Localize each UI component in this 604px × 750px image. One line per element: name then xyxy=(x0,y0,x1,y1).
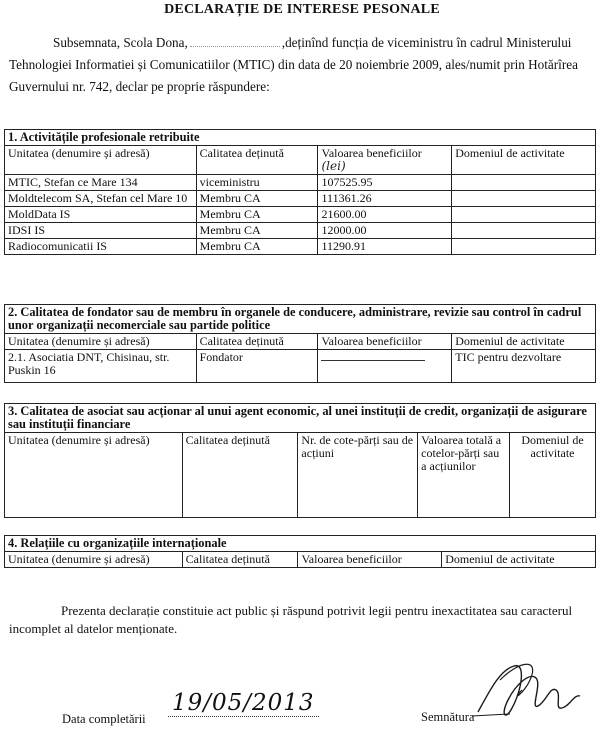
cell-domain xyxy=(452,191,596,207)
header-domain: Domeniul de activitate xyxy=(452,146,596,175)
cell-domain xyxy=(452,223,596,239)
header-unit: Unitatea (denumire și adresă) xyxy=(5,334,197,350)
intro-rest: ,deținînd funcția de viceministru în cadrul Ministerului Tehnologiei Informatiei și Comunicatiilor (MTIC) din data de 20 noiembrie 2009, ales/numit prin Hotărîrea Guvernului nr. 742, declar pe proprie răspundere: xyxy=(9,35,578,94)
cell-domain: TIC pentru dezvoltare xyxy=(452,350,596,383)
closing-statement: Prezenta declarație constituie act public și răspund potrivit legii pentru inexactitatea sau caracterul incomplet al datelor menționate. xyxy=(9,603,573,636)
section2-header-row xyxy=(5,334,596,350)
date-label: Data completării xyxy=(62,712,146,726)
value-blank-line xyxy=(321,351,425,361)
header-role: Calitatea deținută xyxy=(182,433,298,518)
intro-paragraph xyxy=(9,32,594,98)
section4-title: 4. Relațiile cu organizațiile internaționale xyxy=(5,536,596,552)
section1-title: 1. Activitățile profesionale retribuite xyxy=(5,130,596,146)
cell-role: Membru CA xyxy=(196,223,318,239)
currency-note: (lei) xyxy=(321,159,346,173)
section4-table xyxy=(4,535,596,568)
document-title: DECLARAȚIE DE INTERESE PESONALE xyxy=(164,2,440,17)
cell-value: 12000.00 xyxy=(318,223,452,239)
table-row xyxy=(5,191,596,207)
header-domain: Domeniul de activitate xyxy=(510,433,596,518)
cell-role: Membru CA xyxy=(196,239,318,255)
header-shares: Nr. de cote-părți sau de acțiuni xyxy=(298,433,418,518)
cell-value xyxy=(318,350,452,383)
header-domain: Domeniul de activitate xyxy=(452,334,596,350)
cell-role: Fondator xyxy=(196,350,318,383)
header-unit: Unitatea (denumire și adresă) xyxy=(5,433,183,518)
header-total: Valoarea totală a cotelor-părți sau a acțiunilor xyxy=(418,433,510,518)
table-row xyxy=(5,223,596,239)
cell-unit: MoldData IS xyxy=(5,207,197,223)
header-role: Calitatea deținută xyxy=(196,146,318,175)
header-value: Valoarea beneficiilor (lei) xyxy=(318,146,452,175)
table-row xyxy=(5,350,596,383)
section4-header-row xyxy=(5,552,596,568)
header-value: Valoarea beneficiilor xyxy=(318,334,452,350)
header-role: Calitatea deținută xyxy=(182,552,298,568)
header-role: Calitatea deținută xyxy=(196,334,318,350)
cell-domain xyxy=(452,239,596,255)
section1-header-row xyxy=(5,146,596,175)
header-value: Valoarea beneficiilor xyxy=(298,552,442,568)
cell-unit: Moldtelecom SA, Stefan cel Mare 10 xyxy=(5,191,197,207)
signature-image xyxy=(470,650,590,730)
cell-domain xyxy=(452,175,596,191)
cell-domain xyxy=(452,207,596,223)
cell-unit: 2.1. Asociatia DNT, Chisinau, str. Puskin 16 xyxy=(5,350,197,383)
cell-unit: Radiocomunicatii IS xyxy=(5,239,197,255)
date-value: 19/05/2013 xyxy=(168,690,319,717)
cell-unit: MTIC, Stefan ce Mare 134 xyxy=(5,175,197,191)
section3-header-row xyxy=(5,433,596,518)
cell-role: Membru CA xyxy=(196,207,318,223)
table-row xyxy=(5,207,596,223)
cell-value: 107525.95 xyxy=(318,175,452,191)
section3-title: 3. Calitatea de asociat sau acționar al unui agent economic, al unei instituții de credit, organizații de asigurare sau instituții financiare xyxy=(5,404,596,433)
section2-table xyxy=(4,304,596,383)
cell-unit: IDSI IS xyxy=(5,223,197,239)
intro-start: Subsemnata, Scola Dona, xyxy=(53,35,188,50)
section1-table xyxy=(4,129,596,255)
cell-value: 21600.00 xyxy=(318,207,452,223)
cell-role: viceministru xyxy=(196,175,318,191)
header-domain: Domeniul de activitate xyxy=(442,552,596,568)
redacted-name-blank xyxy=(190,46,280,47)
table-row xyxy=(5,175,596,191)
cell-value: 11290.91 xyxy=(318,239,452,255)
header-unit: Unitatea (denumire și adresă) xyxy=(5,552,183,568)
cell-role: Membru CA xyxy=(196,191,318,207)
signature-label: Semnătura xyxy=(421,710,475,724)
cell-value: 111361.26 xyxy=(318,191,452,207)
table-row xyxy=(5,239,596,255)
header-unit: Unitatea (denumire și adresă) xyxy=(5,146,197,175)
section2-title: 2. Calitatea de fondator sau de membru în organele de conducere, administrare, revizie sau control în cadrul unor organizații necomerciale sau partide politice xyxy=(5,305,596,334)
section3-table xyxy=(4,403,596,518)
